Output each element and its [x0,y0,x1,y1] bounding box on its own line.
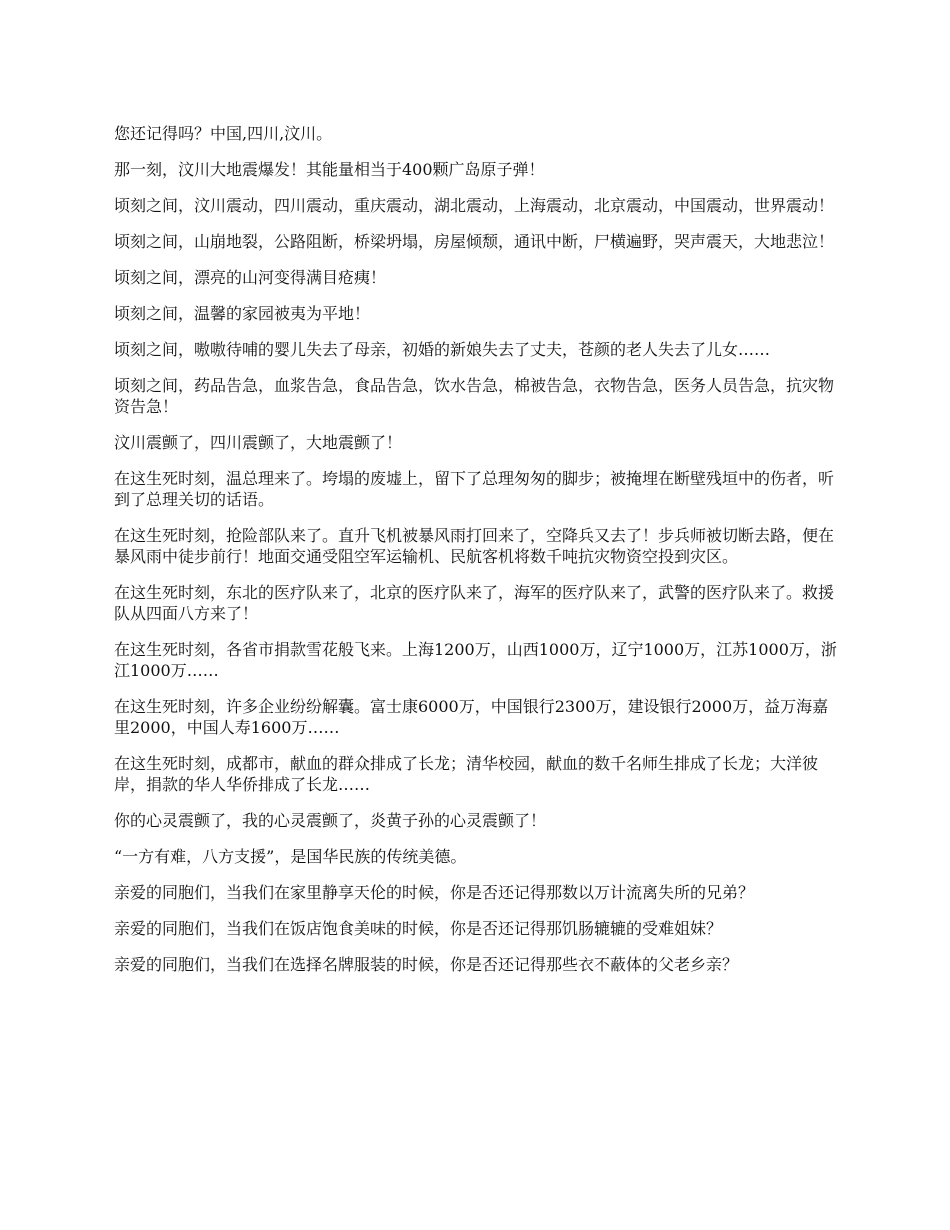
paragraph: 顷刻之间，嗷嗷待哺的婴儿失去了母亲，初婚的新娘失去了丈夫，苍颜的老人失去了儿女…… [114,340,771,359]
paragraph: 顷刻之间，温馨的家园被夷为平地！ [114,304,371,323]
paragraph: 你的心灵震颤了，我的心灵震颤了，炎黄子孙的心灵震颤了！ [114,811,547,830]
paragraph: 汶川震颤了，四川震颤了，大地震颤了！ [114,433,403,452]
paragraph: 亲爱的同胞们，当我们在选择名牌服装的时候，你是否还记得那些衣不蔽体的父老乡亲？ [114,955,739,974]
paragraph: 在这生死时刻，东北的医疗队来了，北京的医疗队来了，海军的医疗队来了，武警的医疗队来了。救援队从四面八方来了！ [114,583,835,623]
paragraph: 顷刻之间，汶川震动，四川震动，重庆震动，湖北震动，上海震动，北京震动，中国震动，世界震动！ [114,196,835,215]
paragraph: 顷刻之间，山崩地裂，公路阻断，桥梁坍塌，房屋倾颓，通讯中断，尸横遍野，哭声震天，大地悲泣！ [114,232,835,251]
paragraph: 顷刻之间，漂亮的山河变得满目疮痍！ [114,268,387,287]
paragraph: “一方有难，八方支援”，是国华民族的传统美德。 [114,847,467,866]
paragraph: 在这生死时刻，许多企业纷纷解囊。富士康6000万，中国银行2300万，建设银行2000万，益万海嘉里2000，中国人寿1600万…… [114,697,829,737]
paragraph: 顷刻之间，药品告急，血浆告急，食品告急，饮水告急，棉被告急，衣物告急，医务人员告急，抗灾物资告急！ [114,376,835,416]
document-body [114,123,840,990]
paragraph: 在这生死时刻，各省市捐款雪花般飞来。上海1200万，山西1000万，辽宁1000万，江苏1000万，浙江1000万…… [114,640,837,680]
paragraph: 亲爱的同胞们，当我们在饭店饱食美味的时候，你是否还记得那饥肠辘辘的受难姐妹？ [114,919,723,938]
paragraph: 您还记得吗？中国,四川,汶川。 [114,124,333,143]
paragraph: 亲爱的同胞们，当我们在家里静享天伦的时候，你是否还记得那数以万计流离失所的兄弟？ [114,883,755,902]
paragraph: 那一刻，汶川大地震爆发！其能量相当于400颗广岛原子弹！ [114,160,545,179]
paragraph: 在这生死时刻，温总理来了。垮塌的废墟上，留下了总理匆匆的脚步；被掩埋在断壁残垣中的伤者，听到了总理关切的话语。 [114,469,835,509]
paragraph: 在这生死时刻，成都市，献血的群众排成了长龙；清华校园，献血的数千名师生排成了长龙；大洋彼岸，捐款的华人华侨排成了长龙…… [114,754,819,794]
paragraph: 在这生死时刻，抢险部队来了。直升飞机被暴风雨打回来了，空降兵又去了！步兵师被切断去路，便在暴风雨中徒步前行！地面交通受阻空军运输机、民航客机将数千吨抗灾物资空投到灾区。 [114,526,835,566]
